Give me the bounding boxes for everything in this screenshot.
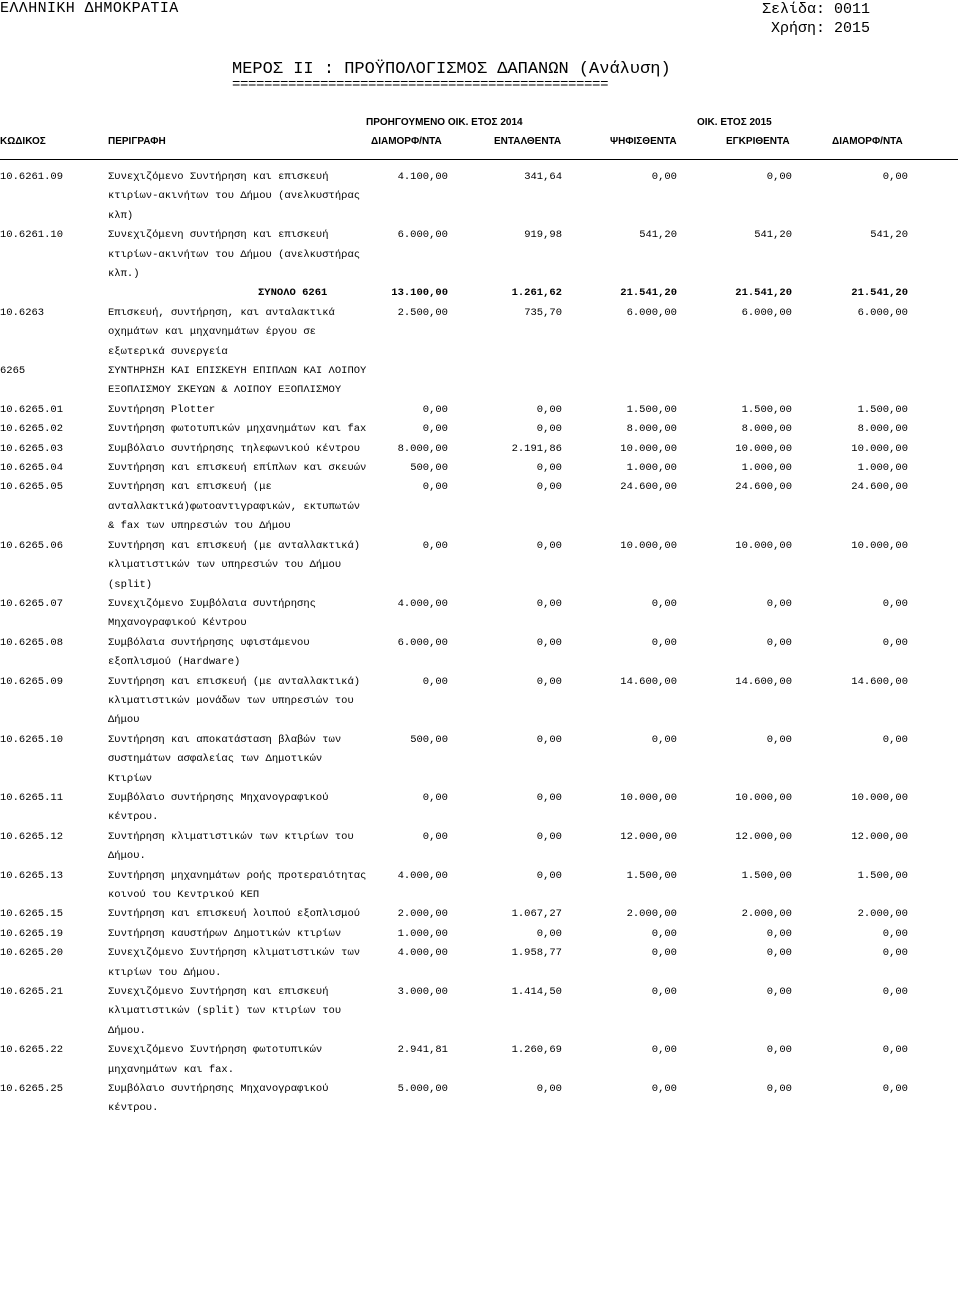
amount-approved: 2.000,00 (741, 908, 792, 921)
table-row (0, 828, 960, 867)
amount-amended-cur: 0,00 (882, 1044, 908, 1057)
amount-amended-prev: 4.000,00 (397, 947, 448, 960)
table-row (0, 731, 960, 789)
table-row (0, 459, 960, 478)
table-row (0, 905, 960, 924)
amount-amended-cur: 0,00 (882, 947, 908, 960)
amount-approved: 6.000,00 (741, 306, 792, 319)
amount-ordered: 0,00 (536, 539, 562, 552)
row-description (0, 284, 960, 303)
table-row (0, 944, 960, 983)
row-description: Συντήρηση καυστήρων Δημοτικών κτιρίων (108, 927, 342, 940)
row-code: 10.6265.22 (0, 1044, 64, 1057)
prev-year-header: ΠΡΟΗΓΟΥΜΕΝΟ ΟΙΚ. ΕΤΟΣ 2014 (366, 117, 523, 128)
amount-voted: 0,00 (651, 733, 677, 746)
table-row (0, 1041, 960, 1080)
amount-amended-prev: 500,00 (410, 462, 448, 475)
amount-ordered: 1.067,27 (511, 908, 562, 921)
amount-amended-prev: 2.000,00 (397, 908, 448, 921)
amount-ordered: 0,00 (536, 403, 562, 416)
row-description: Συμβόλαιο συντήρησης τηλεφωνικού κέντρου (108, 442, 361, 455)
amount-amended-prev: 8.000,00 (397, 442, 448, 455)
amount-amended-prev: 500,00 (410, 733, 448, 746)
table-row (0, 478, 960, 536)
amount-ordered: 0,00 (536, 869, 562, 882)
amount-voted: 0,00 (651, 171, 677, 183)
amount-amended-prev: 4.000,00 (397, 597, 448, 610)
table-row (0, 634, 960, 673)
table-row (0, 168, 960, 226)
table-row (0, 789, 960, 828)
amount-amended-prev: 0,00 (422, 403, 448, 416)
amount-amended-cur: 2.000,00 (857, 908, 908, 921)
row-description: Συντήρηση και επισκευή λοιπού εξοπλισμού (108, 908, 361, 921)
amount-amended-prev: 0,00 (422, 423, 448, 436)
table-row (0, 1080, 960, 1119)
amount-amended-cur: 0,00 (882, 733, 908, 746)
amount-approved: 21.541,20 (735, 287, 792, 300)
amount-approved: 10.000,00 (735, 539, 792, 552)
table-row (0, 867, 960, 906)
amount-amended-cur: 1.500,00 (857, 869, 908, 882)
amount-voted: 0,00 (651, 947, 677, 960)
row-code: 10.6265.01 (0, 403, 64, 416)
amount-voted: 10.000,00 (620, 442, 677, 455)
row-code: 10.6265.08 (0, 636, 64, 649)
amount-amended-prev: 1.000,00 (397, 927, 448, 940)
amount-ordered: 341,64 (524, 171, 562, 183)
amount-voted: 0,00 (651, 986, 677, 999)
row-code: 10.6265.02 (0, 423, 64, 436)
row-description: Συνεχιζόμενη συντήρηση και επισκευή κτιρίων-ακινήτων του Δήμου (ανελκυστήρας κλπ.) (108, 229, 367, 281)
row-code: 10.6265.20 (0, 947, 64, 960)
amount-approved: 24.600,00 (735, 481, 792, 494)
amount-amended-prev: 6.000,00 (397, 636, 448, 649)
amount-approved: 0,00 (766, 733, 792, 746)
col-voted-header: ΨΗΦΙΣΘΕΝΤΑ (610, 136, 677, 147)
row-code: 10.6265.15 (0, 908, 64, 921)
amount-approved: 10.000,00 (735, 791, 792, 804)
row-code: 10.6265.03 (0, 442, 64, 455)
org-name: ΕΛΛΗΝΙΚΗ ΔΗΜΟΚΡΑΤΙΑ (0, 0, 179, 17)
amount-voted: 6.000,00 (626, 306, 677, 319)
amount-approved: 0,00 (766, 927, 792, 940)
amount-amended-prev: 0,00 (422, 791, 448, 804)
amount-amended-prev: 0,00 (422, 675, 448, 688)
amount-amended-cur: 0,00 (882, 636, 908, 649)
amount-amended-prev: 4.000,00 (397, 869, 448, 882)
row-code: 10.6263 (0, 306, 45, 319)
row-description: Συμβόλαιο συντήρησης Μηχανογραφικού κέντρου. (108, 1083, 335, 1115)
amount-ordered: 0,00 (536, 927, 562, 940)
row-code: 10.6265.11 (0, 791, 64, 804)
row-code: 10.6265.04 (0, 462, 64, 475)
amount-voted: 1.500,00 (626, 403, 677, 416)
amount-ordered: 0,00 (536, 830, 562, 843)
amount-voted: 12.000,00 (620, 830, 677, 843)
amount-approved: 0,00 (766, 947, 792, 960)
amount-ordered: 1.260,69 (511, 1044, 562, 1057)
amount-ordered: 919,98 (524, 229, 562, 242)
amount-voted: 10.000,00 (620, 791, 677, 804)
row-code: 10.6265.07 (0, 597, 64, 610)
row-description: Συντήρηση και αποκατάσταση βλαβών των συστημάτων ασφαλείας των Δημοτικών Κτιρίων (108, 733, 348, 785)
amount-approved: 0,00 (766, 1044, 792, 1057)
row-code: 10.6265.21 (0, 986, 64, 999)
row-code: 10.6261.09 (0, 171, 64, 183)
amount-amended-cur: 0,00 (882, 927, 908, 940)
amount-approved: 0,00 (766, 1083, 792, 1096)
table-row (0, 401, 960, 420)
amount-voted: 1.500,00 (626, 869, 677, 882)
amount-ordered: 0,00 (536, 675, 562, 688)
amount-amended-cur: 0,00 (882, 171, 908, 183)
table-row (0, 673, 960, 731)
amount-amended-cur: 1.000,00 (857, 462, 908, 475)
cur-year-header: ΟΙΚ. ΕΤΟΣ 2015 (697, 117, 772, 128)
row-code: 10.6265.12 (0, 830, 64, 843)
amount-ordered: 0,00 (536, 481, 562, 494)
amount-voted: 8.000,00 (626, 423, 677, 436)
col-code-header: ΚΩΔΙΚΟΣ (0, 136, 46, 147)
amount-voted: 541,20 (639, 229, 677, 242)
amount-amended-cur: 24.600,00 (851, 481, 908, 494)
amount-voted: 2.000,00 (626, 908, 677, 921)
row-code: 6265 (0, 365, 26, 378)
amount-amended-cur: 541,20 (870, 229, 908, 242)
amount-amended-cur: 0,00 (882, 1083, 908, 1096)
amount-approved: 541,20 (754, 229, 792, 242)
header-divider (0, 159, 958, 160)
amount-amended-cur: 6.000,00 (857, 306, 908, 319)
row-description: Συντήρηση και επισκευή επίπλων και σκευών (108, 462, 367, 475)
amount-approved: 10.000,00 (735, 442, 792, 455)
title-underline: =============================================== (232, 77, 609, 93)
amount-amended-cur: 10.000,00 (851, 791, 908, 804)
amount-voted: 24.600,00 (620, 481, 677, 494)
amount-ordered: 0,00 (536, 733, 562, 746)
amount-amended-cur: 14.600,00 (851, 675, 908, 688)
amount-voted: 1.000,00 (626, 462, 677, 475)
amount-amended-prev: 0,00 (422, 830, 448, 843)
row-description: Συνεχιζόμενο Συντήρηση κλιματιστικών των κτιρίων του Δήμου. (108, 947, 367, 979)
amount-amended-cur: 10.000,00 (851, 539, 908, 552)
amount-amended-cur: 12.000,00 (851, 830, 908, 843)
amount-approved: 12.000,00 (735, 830, 792, 843)
amount-approved: 1.500,00 (741, 869, 792, 882)
amount-voted: 21.541,20 (620, 287, 677, 300)
row-description: Συνεχιζόμενο Συντήρηση και επισκευή κτιρίων-ακινήτων του Δήμου (ανελκυστήρας κλπ) (108, 171, 367, 222)
amount-approved: 14.600,00 (735, 675, 792, 688)
row-code: 10.6265.06 (0, 539, 64, 552)
col-ordered-header: ΕΝΤΑΛΘΕΝΤΑ (494, 136, 562, 147)
row-description: Συμβόλαιο συντήρησης Μηχανογραφικού κέντρου. (108, 791, 335, 824)
amount-ordered: 2.191,86 (511, 442, 562, 455)
row-description: Συντήρηση και επισκευή (με ανταλλακτικά) κλιματιστικών των υπηρεσιών του Δήμου (split) (108, 539, 367, 591)
amount-amended-cur: 1.500,00 (857, 403, 908, 416)
amount-approved: 0,00 (766, 171, 792, 183)
amount-approved: 0,00 (766, 986, 792, 999)
amount-voted: 14.600,00 (620, 675, 677, 688)
amount-ordered: 0,00 (536, 636, 562, 649)
table-row (0, 226, 960, 284)
row-description: Συντήρηση φωτοτυπικών μηχανημάτων και fax (108, 423, 367, 436)
row-description: Συντήρηση Plotter (108, 403, 216, 416)
row-code: 10.6261.10 (0, 229, 64, 242)
amount-amended-prev: 0,00 (422, 539, 448, 552)
table-row (0, 595, 960, 634)
total-row (0, 284, 960, 303)
row-description: Συντήρηση μηχανημάτων ροής προτεραιότητας κοινού του Κεντρικού ΚΕΠ (108, 869, 373, 902)
amount-amended-cur: 0,00 (882, 986, 908, 999)
row-code: 10.6265.09 (0, 675, 64, 688)
col-approved-header: ΕΓΚΡΙΘΕΝΤΑ (726, 136, 790, 147)
amount-amended-prev: 13.100,00 (391, 287, 448, 300)
row-description: Συμβόλαια συντήρησης υφιστάμενου εξοπλισμού (Hardware) (108, 636, 316, 669)
table-row (0, 440, 960, 459)
row-code: 10.6265.19 (0, 927, 64, 940)
amount-ordered: 1.958,77 (511, 947, 562, 960)
amount-amended-prev: 2.941,81 (397, 1044, 448, 1057)
amount-amended-cur: 10.000,00 (851, 442, 908, 455)
table-row (0, 362, 960, 401)
amount-approved: 1.000,00 (741, 462, 792, 475)
amount-amended-prev: 6.000,00 (397, 229, 448, 242)
amount-voted: 0,00 (651, 1083, 677, 1096)
amount-voted: 0,00 (651, 597, 677, 610)
row-description: Επισκευή, συντήρηση, και ανταλακτικά οχημάτων και μηχανημάτων έργου σε εξωτερικά συνεργεία (108, 306, 342, 358)
amount-voted: 0,00 (651, 927, 677, 940)
row-code: 10.6265.10 (0, 733, 64, 746)
amount-amended-prev: 4.100,00 (397, 171, 448, 183)
amount-ordered: 0,00 (536, 791, 562, 804)
amount-approved: 8.000,00 (741, 423, 792, 436)
amount-amended-prev: 5.000,00 (397, 1083, 448, 1096)
amount-amended-prev: 2.500,00 (397, 306, 448, 319)
row-description: Συνεχιζόμενο Συντήρηση και επισκευή κλιματιστικών (split) των κτιρίων του Δήμου. (108, 986, 348, 1037)
amount-ordered: 735,70 (524, 306, 562, 319)
amount-approved: 0,00 (766, 636, 792, 649)
amount-ordered: 0,00 (536, 423, 562, 436)
fiscal-year: Χρήση: 2015 (770, 20, 870, 37)
amount-amended-cur: 21.541,20 (851, 287, 908, 300)
table-row (0, 537, 960, 595)
row-description: Συντήρηση κλιματιστικών των κτιρίων του Δήμου. (108, 830, 361, 863)
amount-ordered: 0,00 (536, 462, 562, 475)
row-code: 10.6265.05 (0, 481, 64, 494)
row-description: Συντήρηση και επισκευή (με ανταλλακτικά) κλιματιστικών μονάδων των υπηρεσιών του Δήμου (108, 675, 367, 727)
row-code: 10.6265.13 (0, 869, 64, 882)
table-row (0, 420, 960, 439)
amount-ordered: 1.414,50 (511, 986, 562, 999)
amount-approved: 1.500,00 (741, 403, 792, 416)
table-row (0, 304, 960, 362)
amount-amended-prev: 0,00 (422, 481, 448, 494)
page-title: ΜΕΡΟΣ ΙΙ : ΠΡΟΫΠΟΛΟΓΙΣΜΟΣ ΔΑΠΑΝΩΝ (Ανάλυση) (232, 60, 671, 79)
page-info (762, 0, 870, 38)
amount-approved: 0,00 (766, 597, 792, 610)
amount-ordered: 1.261,62 (511, 287, 562, 300)
total-label: ΣΥΝΟΛΟ 6261 (258, 287, 328, 300)
row-description: ΣΥΝΤΗΡΗΣΗ ΚΑΙ ΕΠΙΣΚΕΥΗ ΕΠΙΠΛΩΝ ΚΑΙ ΛΟΙΠΟΥ ΕΞΟΠΛΙΣΜΟΥ ΣΚΕΥΩΝ & ΛΟΙΠΟΥ ΕΞΟΠΛΙΣΜΟΥ (108, 365, 373, 397)
budget-table (0, 168, 960, 1119)
amount-ordered: 0,00 (536, 597, 562, 610)
amount-amended-cur: 8.000,00 (857, 423, 908, 436)
table-row (0, 983, 960, 1041)
amount-amended-cur: 0,00 (882, 597, 908, 610)
col-description-header: ΠΕΡΙΓΡΑΦΗ (108, 136, 166, 147)
col-amended-cur-header: ΔΙΑΜΟΡΦ/ΝΤΑ (832, 136, 903, 147)
row-description: Συντήρηση και επισκευή (με ανταλλακτικά)φωτοαντιγραφικών, εκτυπωτών & fax των υπηρεσιών του Δήμου (108, 481, 367, 533)
amount-voted: 10.000,00 (620, 539, 677, 552)
amount-ordered: 0,00 (536, 1083, 562, 1096)
row-description: Συνεχιζόμενο Συμβόλαια συντήρησης Μηχανογραφικού Κέντρου (108, 597, 323, 630)
amount-voted: 0,00 (651, 1044, 677, 1057)
row-description: Συνεχιζόμενο Συντήρηση φωτοτυπικών μηχανημάτων και fax. (108, 1044, 329, 1076)
page-number: Σελίδα: 0011 (761, 1, 870, 18)
amount-amended-prev: 3.000,00 (397, 986, 448, 999)
table-row (0, 925, 960, 944)
row-code: 10.6265.25 (0, 1083, 64, 1096)
amount-voted: 0,00 (651, 636, 677, 649)
col-amended-prev-header: ΔΙΑΜΟΡΦ/ΝΤΑ (371, 136, 442, 147)
